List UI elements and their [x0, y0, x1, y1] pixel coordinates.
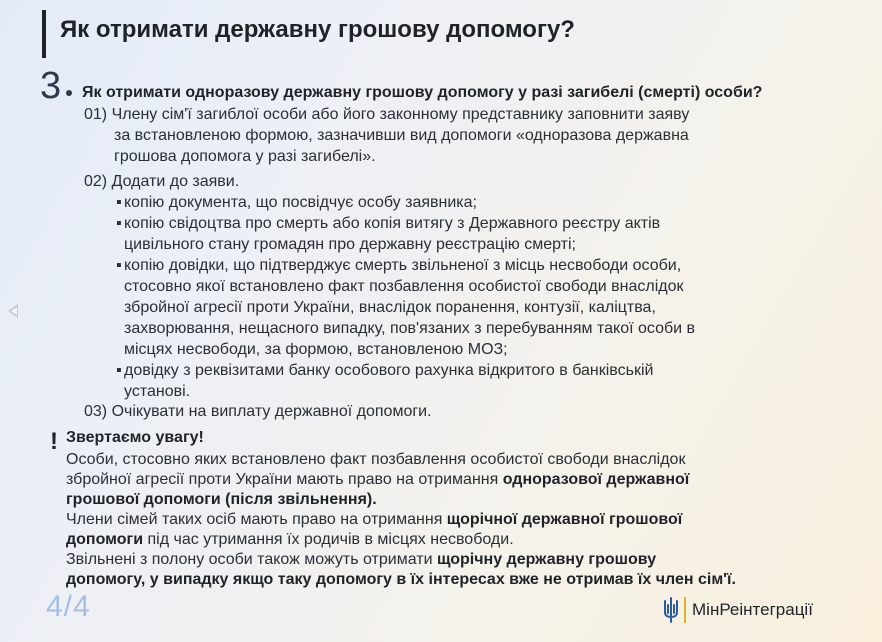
chevron-left-icon[interactable]: [8, 304, 18, 318]
bullet-item-2: [116, 213, 660, 255]
bullet-3-line-3: збройної агресії проти України, внаслідок поранення, контузії, каліцтва,: [124, 299, 656, 316]
attention-p1-line-1: [66, 450, 856, 470]
bullet-marker: ▪: [116, 257, 122, 274]
step-item-02: [84, 171, 239, 192]
bullet-item-4: [116, 360, 653, 402]
bullet-3-line-4: захворювання, нещасного випадку, пов'язаних з перебуванням такої особи в: [124, 320, 696, 337]
step-item-02-line-1: 02) Додати до заяви.: [84, 173, 240, 190]
attention-emphasis: щорічну державну грошову: [436, 551, 657, 568]
step-item-01-line-3: грошова допомога у разі загибелі».: [114, 148, 376, 165]
step-question: Як отримати одноразову державну грошову допомогу у разі загибелі (смерті) особи?: [82, 84, 763, 101]
bullet-marker: ▪: [116, 362, 122, 379]
bullet-item-1: [116, 192, 477, 213]
ministry-logo: [662, 596, 813, 624]
step-number: 3: [40, 65, 62, 107]
bullet-3-line-1: копію довідки, що підтверджує смерть звільненої з місць несвободи особи,: [124, 257, 682, 274]
attention-p2-line-2: [66, 530, 856, 550]
trident-icon: [662, 597, 680, 623]
attention-title: Звертаємо увагу!: [66, 429, 204, 446]
step-item-01-line-2: за встановленою формою, зазначивши вид допомоги «одноразова державна: [114, 127, 689, 144]
bullet-item-3: [116, 255, 695, 360]
attention-emphasis: грошової допомоги (після звільнення).: [66, 491, 377, 508]
attention-emphasis: щорічної державної грошової: [446, 511, 683, 528]
attention-text: під час утримання їх родичів в місцях несвободи.: [143, 531, 514, 548]
step-item-01: [84, 104, 689, 167]
bullet-1-line-1: копію документа, що посвідчує особу заявника;: [124, 194, 477, 211]
exclamation-icon: !: [50, 428, 58, 455]
attention-p1-line-2: [66, 470, 856, 490]
attention-p1-line-3: [66, 490, 856, 510]
attention-emphasis: допомогу, у випадку якщо таку допомогу в їх інтересах вже не отримав їх член сім'ї.: [66, 571, 736, 588]
step-item-03: [84, 401, 432, 422]
logo-divider: [684, 597, 686, 623]
bullet-marker: ▪: [116, 194, 122, 211]
attention-p3-line-2: [66, 570, 856, 590]
page-indicator: 4/4: [46, 590, 91, 623]
step-item-03-line-1: 03) Очікувати на виплату державної допомоги.: [84, 403, 432, 420]
step-dot: [66, 90, 72, 96]
attention-p2-line-1: [66, 510, 856, 530]
attention-text: Звільнені з полону особи також можуть отримати: [66, 551, 437, 568]
bullet-4-line-2: установі.: [124, 383, 191, 400]
attention-text: Особи, стосовно яких встановлено факт позбавлення особистої свободи внаслідок: [66, 451, 686, 468]
bullet-3-line-5: місцях несвободи, за формою, встановленою МОЗ;: [124, 341, 508, 358]
attention-p3-line-1: [66, 550, 856, 570]
bullet-2-line-2: цивільного стану громадян про державну реєстрацію смерті;: [124, 236, 576, 253]
bullet-4-line-1: довідку з реквізитами банку особового рахунка відкритого в банківській: [124, 362, 654, 379]
page-title: Як отримати державну грошову допомогу?: [60, 16, 575, 43]
attention-text: збройної агресії проти України мають право на отримання: [66, 471, 503, 488]
attention-emphasis: допомоги: [66, 531, 144, 548]
title-accent-bar: [42, 10, 46, 58]
bullet-2-line-1: копію свідоцтва про смерть або копія витягу з Державного реєстру актів: [124, 215, 661, 232]
step-item-01-line-1: 01) Члену сім'ї загиблої особи або його законному представнику заповнити заяву: [84, 106, 690, 123]
logo-text: МінРеінтеграції: [692, 600, 813, 619]
bullet-marker: ▪: [116, 215, 122, 232]
attention-text: Члени сімей таких осіб мають право на отримання: [66, 511, 447, 528]
bullet-3-line-2: стосовно якої встановлено факт позбавлення особистої свободи внаслідок: [124, 278, 684, 295]
attention-emphasis: одноразової державної: [502, 471, 690, 488]
